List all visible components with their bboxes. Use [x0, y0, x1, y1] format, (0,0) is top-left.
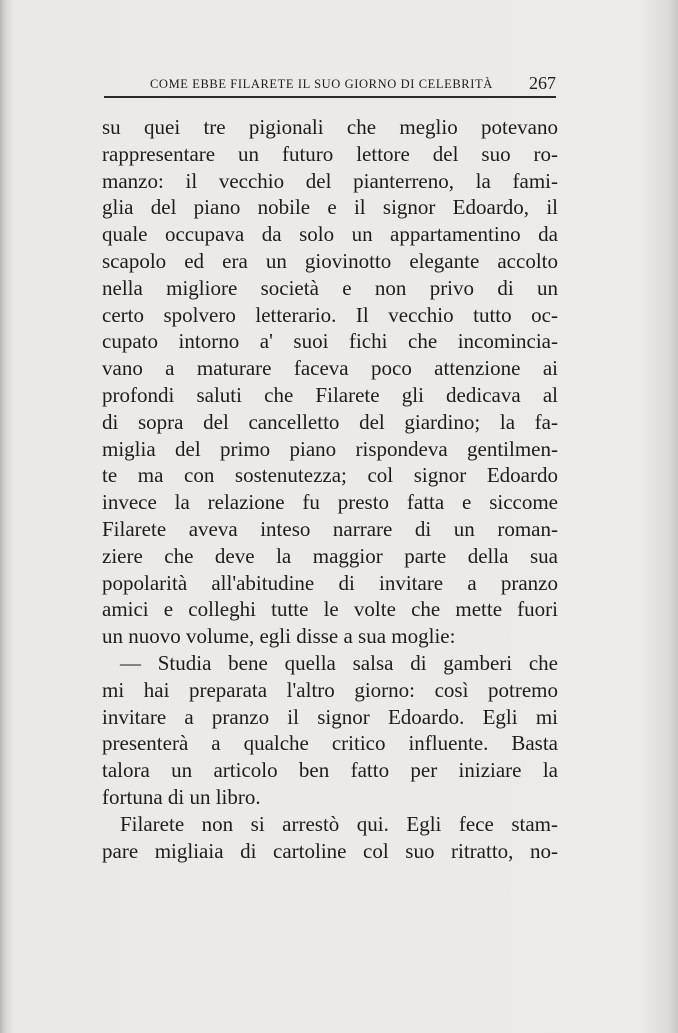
text-line: certo spolvero letterario. Il vecchio tutto oc- — [102, 302, 558, 327]
text-line: cupato intorno a' suoi fichi che incomincia- — [102, 329, 558, 354]
text-line: nella migliore società e non privo di un — [102, 275, 558, 300]
text-line: scapolo ed era un giovinotto elegante accolto — [102, 248, 558, 273]
text-line: presenterà a qualche critico influente. Basta — [102, 731, 558, 756]
text-line: quale occupava da solo un appartamentino da — [102, 222, 558, 247]
text-line: manzo: il vecchio del pianterreno, la fami- — [102, 168, 558, 193]
text-line: Filarete aveva inteso narrare di un roman- — [102, 516, 558, 541]
text-line: pare migliaia di cartoline col suo ritratto, no- — [102, 838, 558, 863]
text-line: mi hai preparata l'altro giorno: così potremo — [102, 677, 558, 702]
text-line: glia del piano nobile e il signor Edoardo, il — [102, 195, 558, 220]
text-line: invece la relazione fu presto fatta e siccome — [102, 490, 558, 515]
text-line: te ma con sostenutezza; col signor Edoardo — [102, 463, 558, 488]
text-line: su quei tre pigionali che meglio potevano — [102, 115, 558, 139]
body-text — [102, 114, 558, 864]
text-line: rappresentare un futuro lettore del suo ro- — [102, 141, 558, 166]
text-line: di sopra del cancelletto del giardino; la fa- — [102, 409, 558, 434]
header-rule — [104, 96, 556, 98]
text-line: fortuna di un libro. — [102, 784, 261, 809]
text-line: profondi saluti che Filarete gli dedicava al — [102, 382, 558, 407]
paragraph-start-line: Filarete non si arrestò qui. Egli fece stam- — [120, 811, 558, 836]
page-number: 267 — [529, 73, 556, 93]
text-line: miglia del primo piano rispondeva gentilmen- — [102, 436, 558, 461]
text-line: amici e colleghi tutte le volte che mette fuori — [102, 597, 558, 622]
text-line: invitare a pranzo il signor Edoardo. Egli mi — [102, 704, 558, 729]
text-line: talora un articolo ben fatto per iniziare la — [102, 758, 558, 783]
running-title: COME EBBE FILARETE IL SUO GIORNO DI CELEBRITÀ — [150, 77, 493, 91]
text-line: un nuovo volume, egli disse a sua moglie: — [102, 624, 456, 649]
text-line: vano a maturare faceva poco attenzione ai — [102, 356, 558, 381]
dialogue-line: — Studia bene quella salsa di gamberi che — [120, 650, 558, 675]
text-line: popolarità all'abitudine di invitare a pranzo — [102, 570, 558, 595]
text-line: ziere che deve la maggior parte della sua — [102, 543, 558, 568]
page-header — [150, 73, 560, 97]
